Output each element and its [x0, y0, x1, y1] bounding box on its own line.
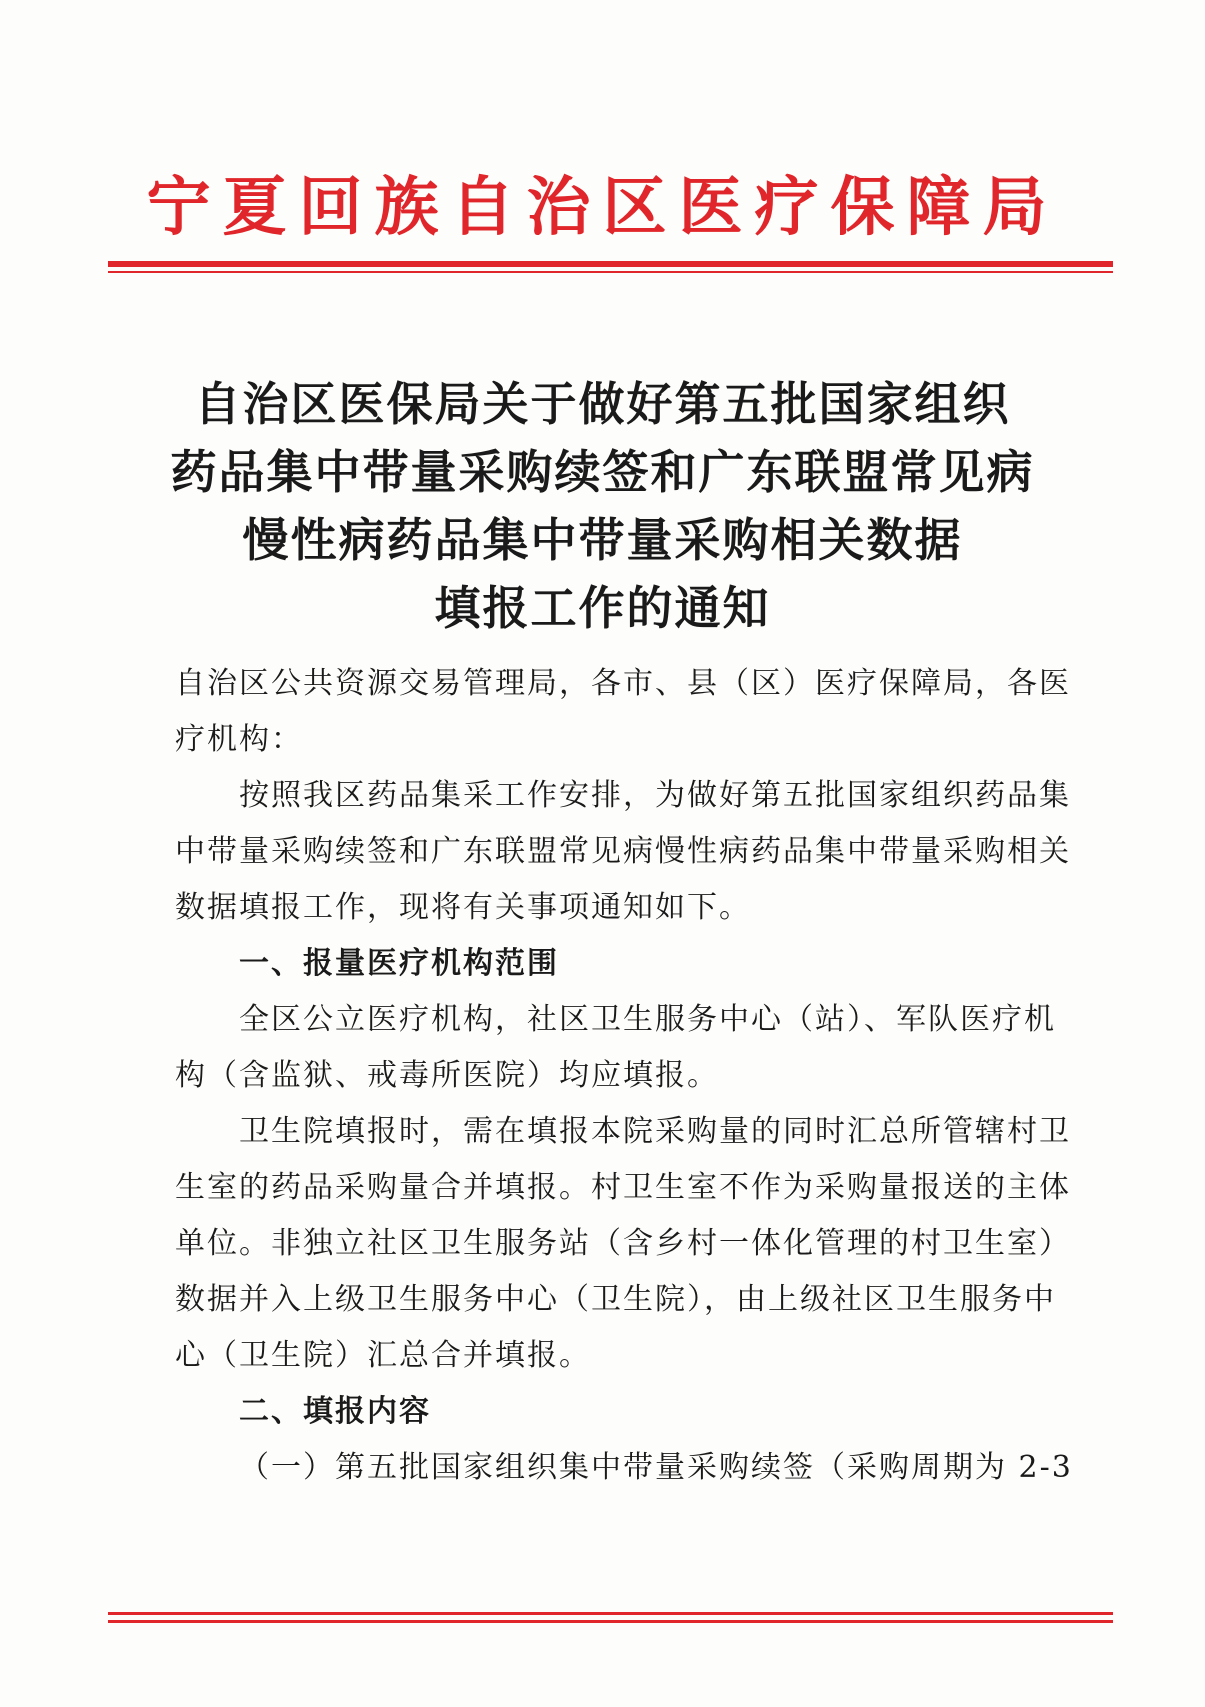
title-line-2: 药品集中带量采购续签和广东联盟常见病	[170, 445, 1035, 499]
agency-header: 宁夏回族自治区医疗保障局	[146, 170, 1059, 245]
title-line-1: 自治区医保局关于做好第五批国家组织	[194, 377, 1011, 431]
intro-paragraph: 按照我区药品集采工作安排，为做好第五批国家组织药品集中带量采购续签和广东联盟常见病慢性病药品集中带量采购相关数据填报工作，现将有关事项通知如下。	[175, 778, 1071, 925]
header-rule-thick	[108, 261, 1113, 267]
title-line-3: 慢性病药品集中带量采购相关数据	[242, 513, 963, 567]
salutation: 自治区公共资源交易管理局，各市、县（区）医疗保障局，各医疗机构：	[175, 666, 1071, 757]
section-2-heading: 二、填报内容	[239, 1394, 431, 1429]
document-title	[0, 370, 1205, 642]
section-1-paragraph-1: 全区公立医疗机构，社区卫生服务中心（站）、军队医疗机构（含监狱、戒毒所医院）均应填报。	[175, 1002, 1056, 1093]
footer-rule-1	[108, 1612, 1113, 1615]
footer-rule-2	[108, 1620, 1113, 1623]
document-body	[175, 656, 1085, 1496]
title-line-4: 填报工作的通知	[434, 581, 771, 635]
section-1-paragraph-2: 卫生院填报时，需在填报本院采购量的同时汇总所管辖村卫生室的药品采购量合并填报。村卫生室不作为采购量报送的主体单位。非独立社区卫生服务站（含乡村一体化管理的村卫生室）数据并入上级卫生服务中心（卫生院），由上级社区卫生服务中心（卫生院）汇总合并填报。	[175, 1114, 1071, 1373]
section-2-item-1: （一）第五批国家组织集中带量采购续签（采购周期为 2-3	[239, 1450, 1073, 1485]
section-1-heading: 一、报量医疗机构范围	[239, 946, 559, 981]
header-rule-thin	[108, 271, 1113, 273]
